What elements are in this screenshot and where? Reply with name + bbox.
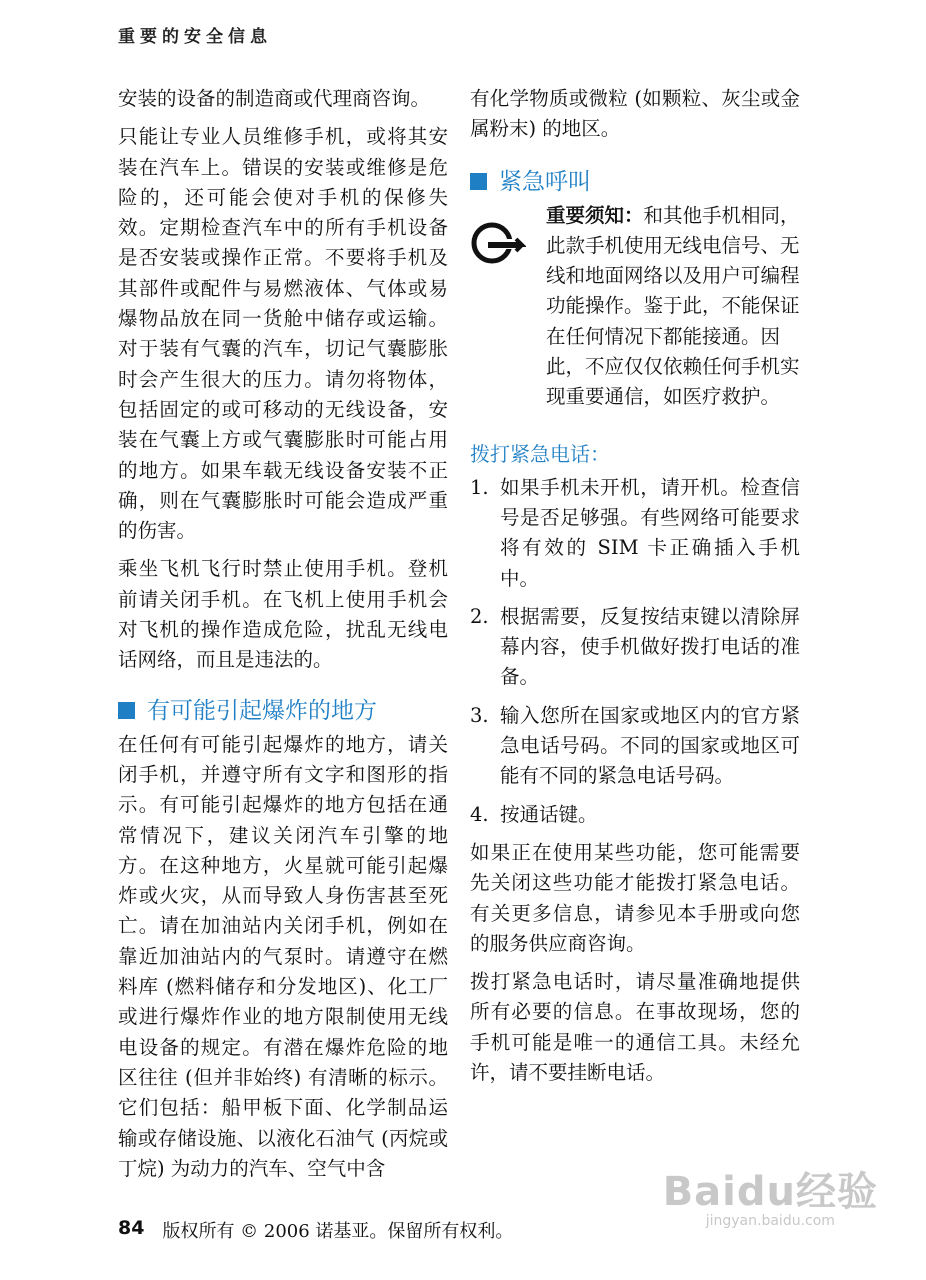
step-number: 1. [470,475,489,499]
paragraph: 拨打紧急电话时，请尽量准确地提供所有必要的信息。在事故现场，您的手机可能是唯一的通信工具。未经允许，请不要挂断电话。 [470,970,800,1085]
square-bullet-icon [470,173,487,190]
step-number: 2. [470,604,489,628]
right-column [470,84,800,1096]
section-heading [470,167,800,197]
list-item [470,701,800,792]
step-text: 输入您所在国家或地区内的官方紧急电话号码。不同的国家或地区可能有不同的紧急电话号码。 [500,703,800,788]
paragraph: 乘坐飞机飞行时禁止使用手机。登机前请关闭手机。在飞机上使用手机会对飞机的操作造成危险，扰乱无线电话网络，而且是违法的。 [118,557,448,672]
watermark-url: jingyan.baidu.com [705,1213,835,1229]
watermark [663,1160,878,1229]
section-title: 有可能引起爆炸的地方 [147,697,377,724]
copyright-notice: 版权所有 © 2006 诺基亚。保留所有权利。 [162,1221,514,1242]
section-title: 紧急呼叫 [499,168,591,195]
step-number: 3. [470,703,489,727]
paragraph: 安装的设备的制造商或代理商咨询。 [118,87,431,110]
section-heading [118,696,448,726]
important-notice [470,201,800,413]
page-header: 重要的安全信息 [118,27,272,47]
hand-pointing-icon [470,215,526,271]
step-text: 按通话键。 [500,802,598,826]
left-column [118,84,448,1192]
paragraph: 如果正在使用某些功能，您可能需要先关闭这些功能才能拨打紧急电话。有关更多信息，请参见本手册或向您的服务供应商咨询。 [470,840,800,955]
subheading: 拨打紧急电话： [470,441,610,466]
paragraph: 只能让专业人员维修手机，或将其安装在汽车上。错误的安装或维修是危险的，还可能会使对手机的保修失效。定期检查汽车中的所有手机设备是否安装或操作正常。不要将手机及其部件或配件与易燃液体、气体或易爆物品放在同一货舱中储存或运输。对于装有气囊的汽车，切记气囊膨胀时会产生很大的压力。请勿将物体，包括固定的或可移动的无线设备，安装在气囊上方或气囊膨胀时可能占用的地方。如果车载无线设备安装不正确，则在气囊膨胀时可能会造成严重的伤害。 [118,125,448,543]
page-number: 84 [118,1217,145,1239]
step-text: 如果手机未开机，请开机。检查信号是否足够强。有些网络可能要求将有效的 SIM 卡正确插入手机中。 [500,475,800,590]
paragraph: 有化学物质或微粒 (如颗粒、灰尘或金属粉末) 的地区。 [470,87,800,141]
watermark-logo: Baidu经验 [662,1169,878,1215]
list-item [470,602,800,693]
list-item [470,800,800,830]
paragraph: 在任何有可能引起爆炸的地方，请关闭手机，并遵守所有文字和图形的指示。有可能引起爆炸的地方包括在通常情况下，建议关闭汽车引擎的地方。在这种地方，火星就可能引起爆炸或火灾，从而导致人身伤害甚至死亡。请在加油站内关闭手机，例如在靠近加油站内的气泵时。请遵守在燃料库 (燃料储存和分发地区)、化工厂或进行爆炸作业的地方限制使用无线电设备的规定。有潜在爆炸危险的地区往往 (但并非始终) 有清晰的标示。它们包括：船甲板下面、化学制品运输或存储设施、以液化石油气 (丙烷或丁烷) 为动力的汽车、空气中含 [118,732,448,1180]
step-text: 根据需要，反复按结束键以清除屏幕内容，使手机做好拨打电话的准备。 [500,604,800,689]
page-footer [118,1217,513,1243]
notice-label: 重要须知： [546,203,644,227]
list-item [470,473,800,594]
steps-list [470,473,800,830]
square-bullet-icon [118,702,135,719]
step-number: 4. [470,802,489,826]
notice-text: 和其他手机相同，此款手机使用无线电信号、无线和地面网络以及用户可编程功能操作。鉴于此，不能保证在任何情况下都能接通。因此，不应仅仅依赖任何手机实现重要通信，如医疗救护。 [546,203,800,409]
